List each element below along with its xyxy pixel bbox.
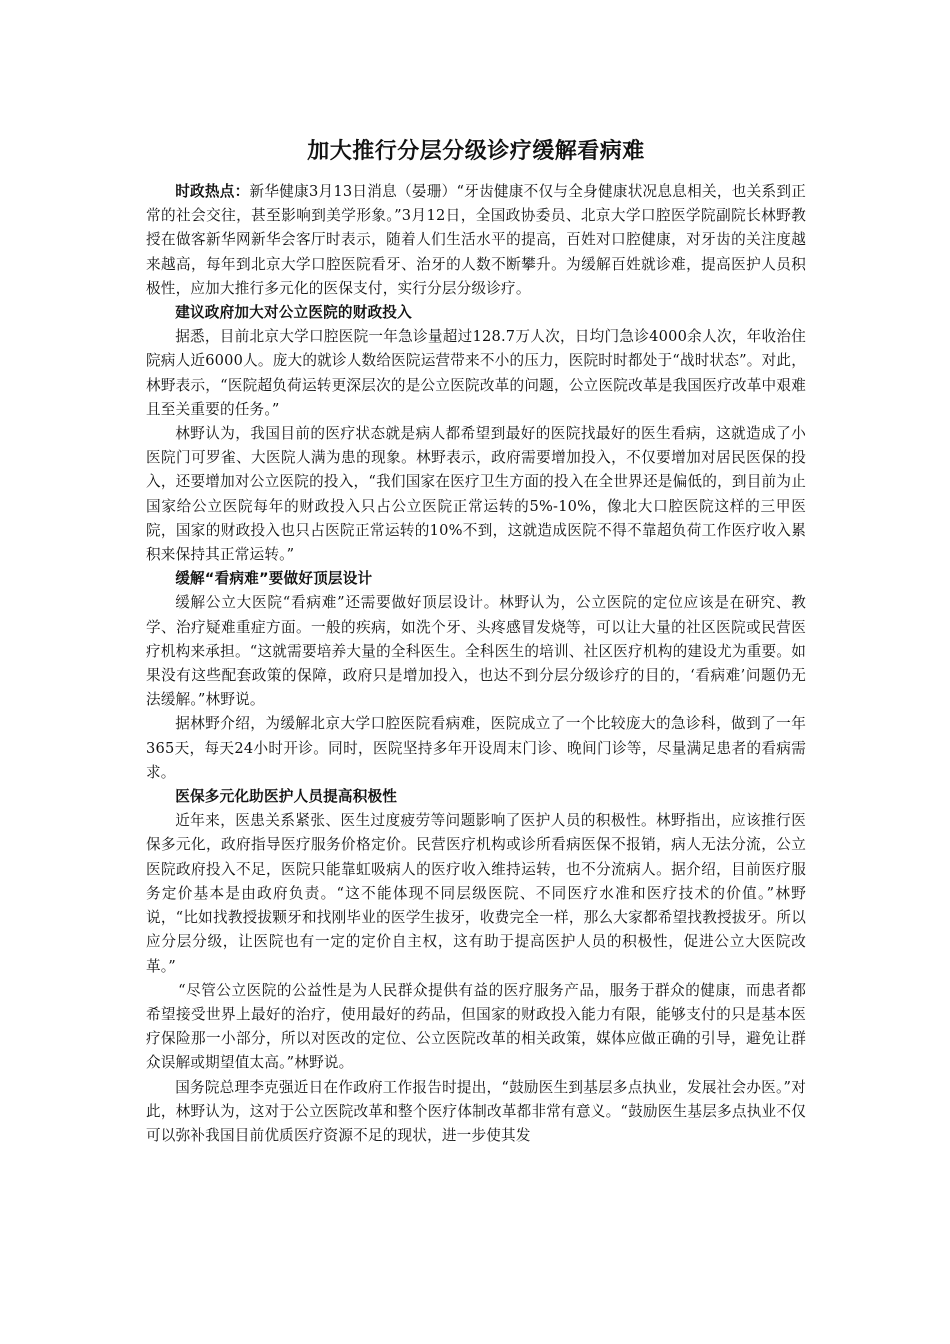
intro-text: 新华健康3月13日消息（晏珊）“牙齿健康不仅与全身健康状况息息相关，也关系到正常的社会交往，甚至影响到美学形象。”3月12日，全国政协委员、北京大学口腔医学院副院长林野教授在做客新华网新华会客厅时表示，随着人们生活水平的提高，百姓对口腔健康，对牙齿的关注度越来越高，每年到北京大学口腔医院看牙、治牙的人数不断攀升。为缓解百姓就诊难，提高医护人员积极性，应加大推行多元化的医保支付，实行分层分级诊疗。 [146,183,806,297]
section3-paragraph-3: 国务院总理李克强近日在作政府工作报告时提出，“鼓励医生到基层多点执业，发展社会办医。”对此，林野认为，这对于公立医院改革和整个医疗体制改革都非常有意义。“鼓励医生基层多点执业不仅可以弥补我国目前优质医疗资源不足的现状，进一步使其发 [146,1078,806,1144]
section-heading-finance: 建议政府加大对公立医院的财政投入 [175,304,412,322]
document-title: 加大推行分层分级诊疗缓解看病难 [307,139,645,164]
section3-paragraph-2: “尽管公立医院的公益性是为人民群众提供有益的医疗服务产品，服务于群众的健康，而患者都希望接受世界上最好的治疗，使用最好的药品，但国家的财政投入能力有限，能够支付的只是基本医疗保险那一小部分，所以对医改的定位、公立医院改革的相关政策，媒体应做正确的引导，避免让群众误解或期望值太高。”林野说。 [146,981,806,1072]
section1-paragraph-1: 据悉，目前北京大学口腔医院一年急诊量超过128.7万人次，日均门急诊4000余人次，年收治住院病人近6000人。庞大的就诊人数给医院运营带来不小的压力，医院时时都处于“战时状态”。对此，林野表示，“医院超负荷运转更深层次的是公立医院改革的问题，公立医院改革是我国医疗改革中艰难且至关重要的任务。” [146,328,806,418]
section1-paragraph-2: 林野认为，我国目前的医疗状态就是病人都希望到最好的医院找最好的医生看病，这就造成了小医院门可罗雀、大医院人满为患的现象。林野表示，政府需要增加投入，不仅要增加对居民医保的投入，还要增加对公立医院的投入，“我们国家在医疗卫生方面的投入在全世界还是偏低的，到目前为止国家给公立医院每年的财政投入只占公立医院正常运转的5%-10%，像北大口腔医院这样的三甲医院，国家的财政投入也只占医院正常运转的10%不到，这就造成医院不得不靠超负荷工作医疗收入累积来保持其正常运转。” [146,425,806,564]
section3-paragraph-1: 近年来，医患关系紧张、医生过度疲劳等问题影响了医护人员的积极性。林野指出，应该推行医保多元化，政府指导医疗服务价格定价。民营医疗机构或诊所看病医保不报销，病人无法分流，公立医院政府投入不足，医院只能靠虹吸病人的医疗收入维持运转，也不分流病人。据介绍，目前医疗服务定价基本是由政府负责。“这不能体现不同层级医院、不同医疗水准和医疗技术的价值。”林野说，“比如找教授拔颗牙和找刚毕业的医学生拔牙，收费完全一样，那么大家都希望找教授拔牙。所以应分层分级，让医院也有一定的定价自主权，这有助于提高医护人员的积极性，促进公立大医院改革。” [146,812,806,975]
section2-paragraph-1: 缓解公立大医院“看病难”还需要做好顶层设计。林野认为，公立医院的定位应该是在研究、教学、治疗疑难重症方面。一般的疾病，如洗个牙、头疼感冒发烧等，可以让大量的社区医院或民营医疗机构来承担。“这就需要培养大量的全科医生。全科医生的培训、社区医疗机构的建设尤为重要。如果没有这些配套政策的保障，政府只是增加投入，也达不到分层分级诊疗的目的，‘看病难’问题仍无法缓解。”林野说。 [146,594,806,709]
section2-paragraph-2: 据林野介绍，为缓解北京大学口腔医院看病难，医院成立了一个比较庞大的急诊科，做到了一年365天，每天24小时开诊。同时，医院坚持多年开设周末门诊、晚间门诊等，尽量满足患者的看病需求。 [146,715,806,781]
section-heading-insurance: 医保多元化助医护人员提高积极性 [175,788,398,806]
section-heading-top-design: 缓解“看病难”要做好顶层设计 [175,570,373,588]
intro-lead-label: 时政热点： [175,183,250,200]
intro-paragraph [146,180,806,301]
document-page [146,132,806,1148]
